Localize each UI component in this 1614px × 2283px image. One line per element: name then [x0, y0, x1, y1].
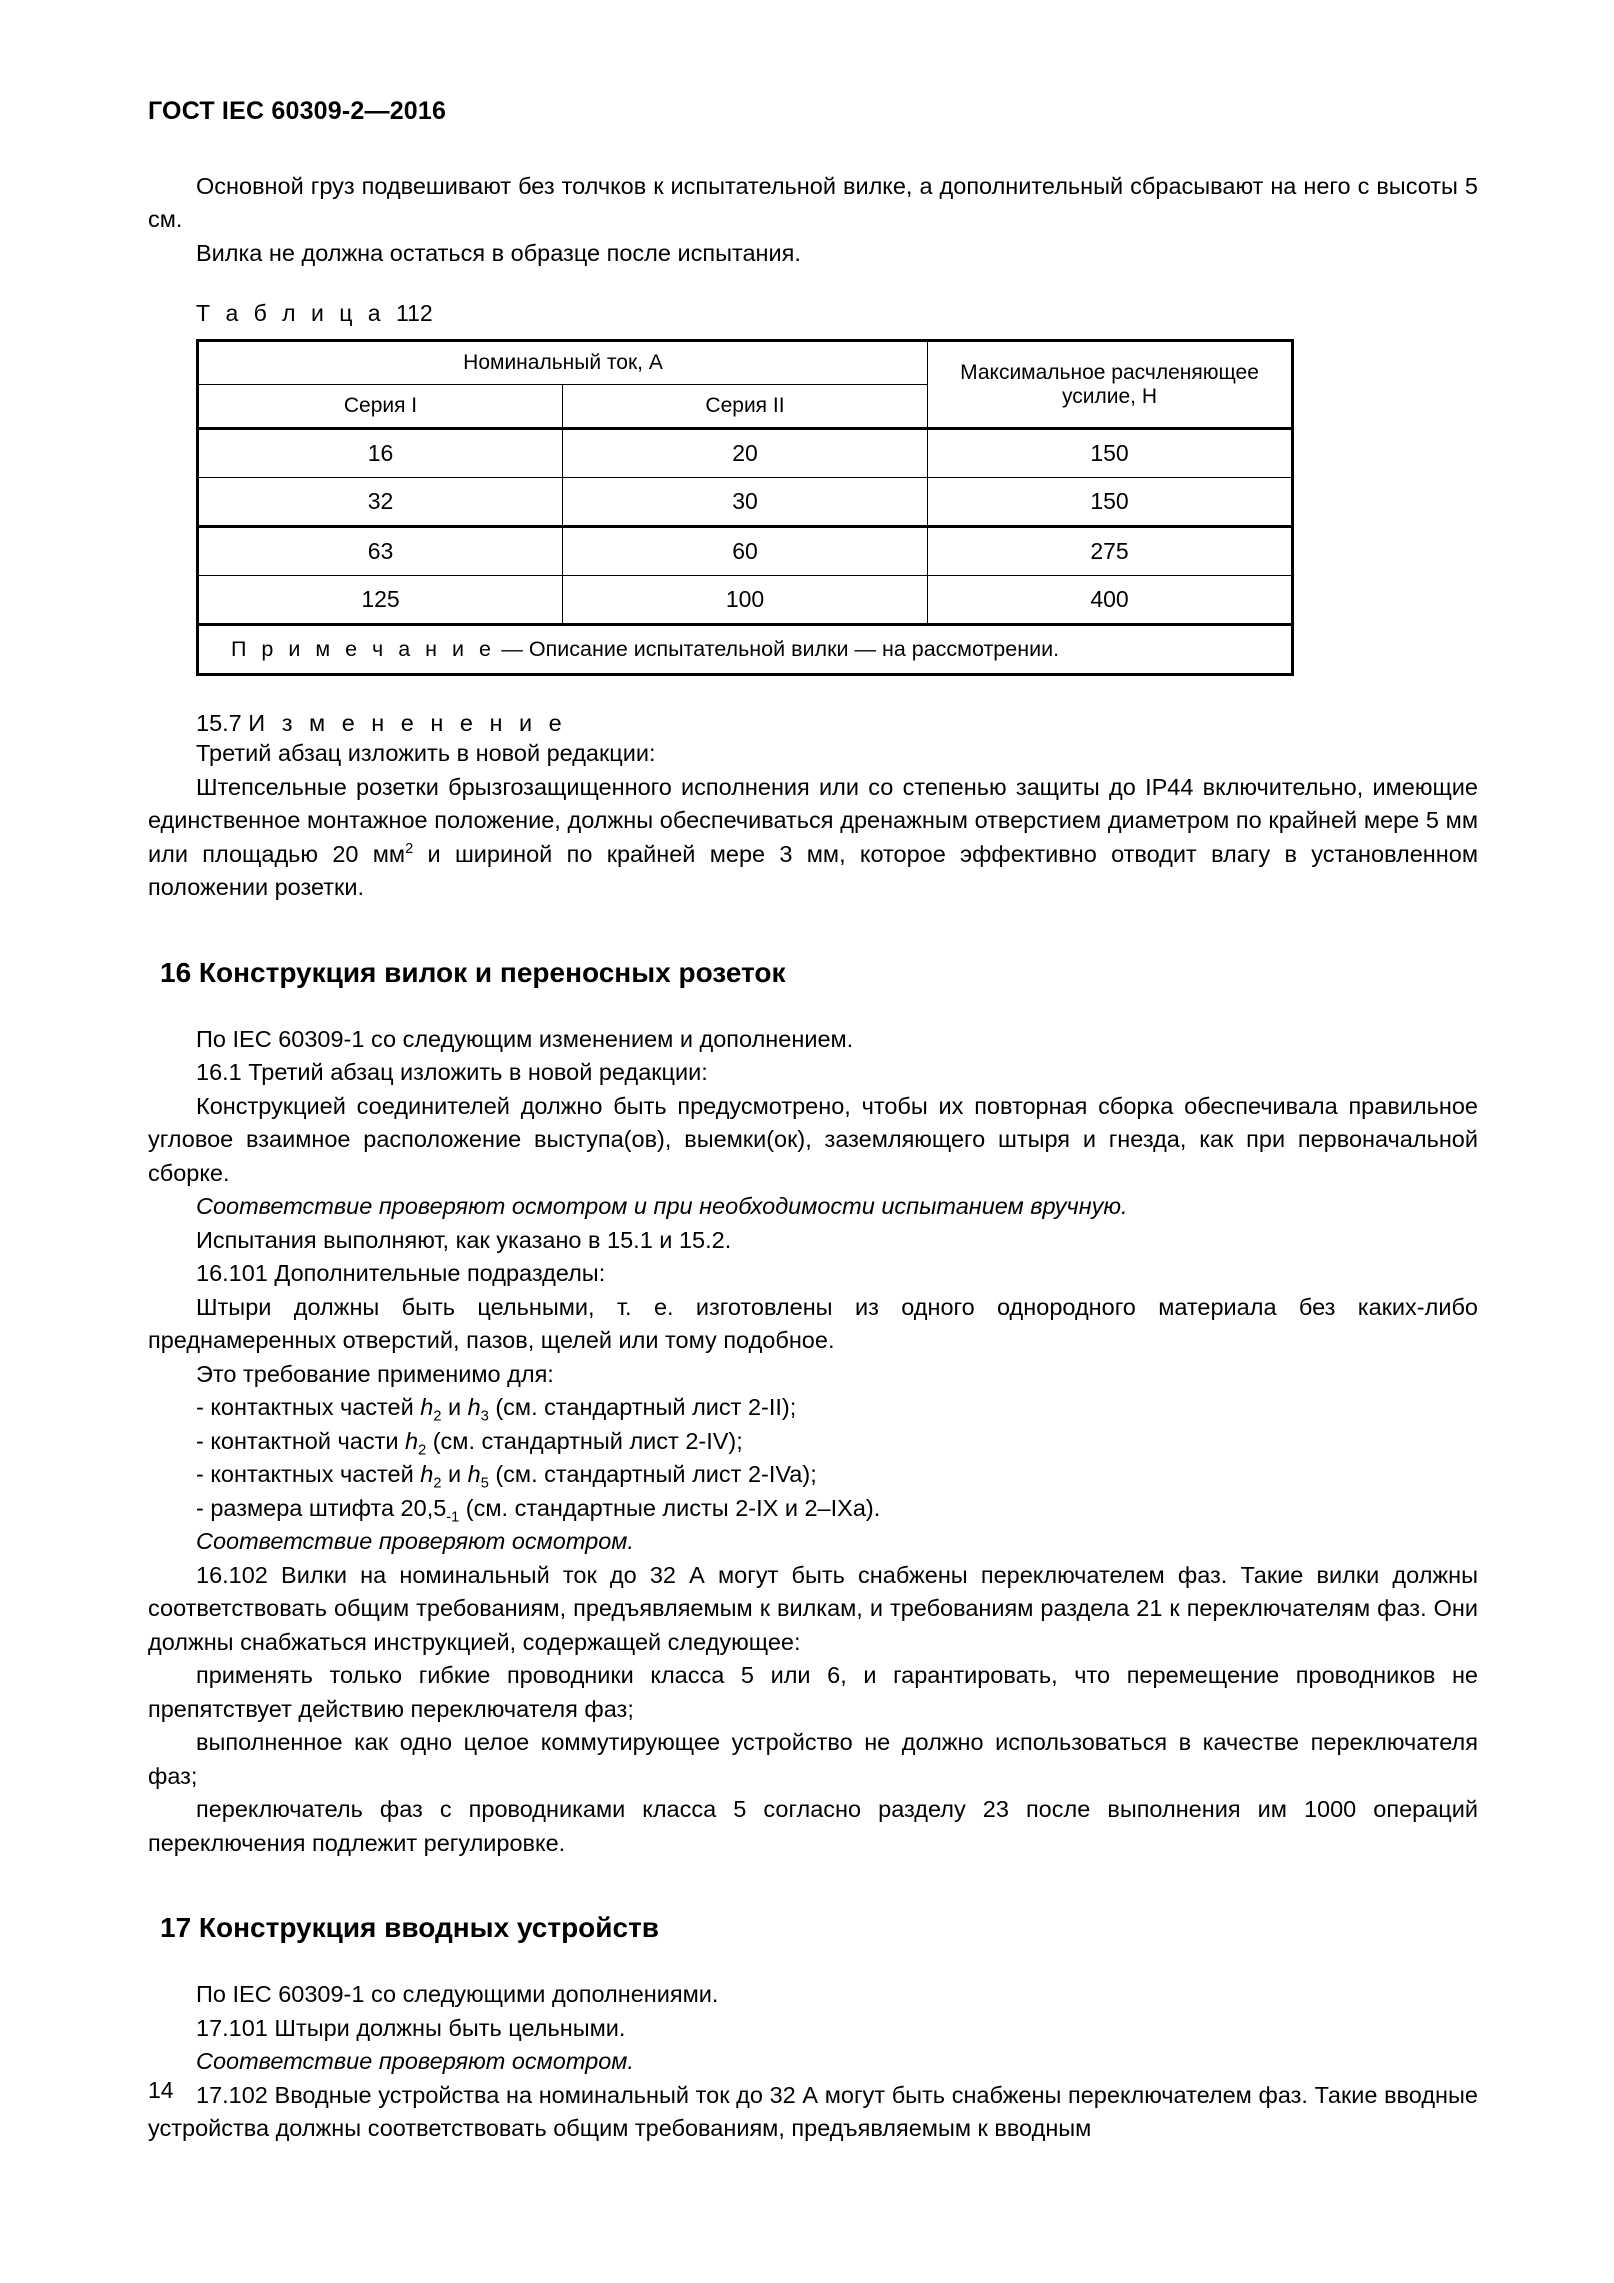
cell-series-1: 32 [198, 478, 563, 527]
clause-16-101-paragraph: Штыри должны быть цельными, т. е. изготовлены из одного однородного материала без каких-либо преднамеренных отверстий, пазов, щелей или тому подобное. [148, 1293, 1478, 1354]
clause-16-102-item-2: выполненное как одно целое коммутирующее устройство не должно использоваться в качестве переключателя фаз; [148, 1729, 1478, 1789]
dimension-tolerance-subscript: -1 [446, 1509, 460, 1526]
table-row [198, 429, 1293, 478]
list-item-mid: и [441, 1394, 468, 1421]
cell-series-2: 60 [563, 527, 928, 576]
list-item [148, 1458, 1478, 1492]
square-superscript: 2 [405, 840, 414, 857]
intro-paragraph-2: Вилка не должна остаться в образце после испытания. [196, 239, 801, 266]
list-item-post: (см. стандартный лист 2-IV); [426, 1427, 743, 1454]
clause-16-102-item-3: переключатель фаз с проводниками класса 5 согласно разделу 23 после выполнения им 1000 операций переключения подлежит регулировке. [148, 1796, 1478, 1856]
section-16-paragraph-3: Конструкцией соединителей должно быть предусмотрено, чтобы их повторная сборка обеспечивала правильное угловое взаимное расположение выступа(ов), выемки(ок), заземляющего штыря и гнезда, как при первоначальной сборке. [148, 1092, 1478, 1186]
table-caption-number: 112 [395, 300, 433, 326]
variable-h: h [467, 1394, 481, 1421]
cell-series-2: 20 [563, 429, 928, 478]
clause-15-7-title: И з м е н е н е н и е [248, 710, 567, 736]
section-17-conformity-note: Соответствие проверяют осмотром. [196, 2048, 634, 2075]
table-caption [196, 300, 1478, 327]
variable-subscript: 5 [480, 1475, 489, 1492]
variable-h: h [467, 1461, 481, 1488]
table-note [198, 625, 1293, 675]
clause-16-102-paragraph: 16.102 Вилки на номинальный ток до 32 А могут быть снабжены переключателем фаз. Такие вилки должны соответствовать общим требованиям, предъявляемым к вилкам, и требованиям раздела 21 к переключателям фаз. Они должны снабжаться инструкцией, содержащей следующее: [148, 1561, 1478, 1655]
variable-h: h [420, 1461, 434, 1488]
page-number: 14 [148, 2077, 174, 2103]
section-16-conformity-note-2: Соответствие проверяют осмотром. [196, 1528, 634, 1555]
variable-h: h [420, 1394, 434, 1421]
clause-15-7-paragraph-2-b: и шириной по крайней мере 3 мм, которое эффективно отводит влагу в установленном положении розетки. [148, 840, 1478, 900]
cell-series-2: 30 [563, 478, 928, 527]
list-item-pre: - контактных частей [196, 1394, 421, 1421]
table-row [198, 576, 1293, 625]
section-16-paragraph-1: По IEC 60309-1 со следующим изменением и дополнением. [196, 1025, 854, 1052]
list-item-post: (см. стандартные листы 2-IX и 2–IXa). [459, 1494, 881, 1521]
running-header: ГОСТ IEC 60309-2—2016 [148, 97, 447, 125]
list-item-mid: и [441, 1461, 468, 1488]
cell-series-1: 125 [198, 576, 563, 625]
list-item [148, 1492, 1478, 1526]
cell-series-2: 100 [563, 576, 928, 625]
variable-subscript: 3 [480, 1408, 489, 1425]
page-content [148, 98, 1478, 2146]
clause-16-102-item-1: применять только гибкие проводники класса 5 или 6, и гарантировать, что перемещение проводников не препятствует действию переключателя фаз; [148, 1662, 1478, 1722]
table-note-row [198, 625, 1293, 675]
list-item-pre: - контактных частей [196, 1461, 421, 1488]
list-item-post: (см. стандартный лист 2-II); [488, 1394, 797, 1421]
table-header-force: Максимальное расчленяющее усилие, Н [928, 341, 1293, 429]
clause-16-101-intro: Это требование применимо для: [196, 1360, 554, 1387]
clause-15-7-paragraph-2 [148, 771, 1478, 905]
cell-series-1: 63 [198, 527, 563, 576]
section-17-heading: 17 Конструкция вводных устройств [160, 1912, 659, 1944]
list-item-post: (см. стандартный лист 2-IVa); [488, 1461, 817, 1488]
list-item-pre: - размера штифта 20,5 [196, 1494, 447, 1521]
table-caption-label: Т а б л и ц а [196, 300, 386, 326]
section-16-paragraph-2: 16.1 Третий абзац изложить в новой редакции: [196, 1059, 708, 1086]
section-16-heading: 16 Конструкция вилок и переносных розеток [160, 956, 786, 988]
clause-15-7-paragraph-2-a: Штепсельные розетки брызгозащищенного исполнения или со степенью защиты до IP44 включительно, имеющие единственное монтажное положение, должны обеспечиваться дренажным отверстием диаметром по крайней мере 5 мм или площадью 20 мм [148, 773, 1478, 867]
clause-15-7-number: 15.7 [196, 710, 242, 736]
clause-15-7-heading [148, 710, 1478, 737]
intro-paragraph-1: Основной груз подвешивают без толчков к испытательной вилке, а дополнительный сбрасывают на него с высоты 5 см. [148, 172, 1478, 232]
variable-subscript: 2 [418, 1442, 427, 1459]
table-row [198, 478, 1293, 527]
table-row [198, 527, 1293, 576]
variable-h: h [405, 1427, 419, 1454]
variable-subscript: 2 [433, 1408, 442, 1425]
table-note-label: П р и м е ч а н и е [231, 637, 496, 661]
table-note-text: — Описание испытательной вилки — на рассмотрении. [495, 637, 1060, 661]
cell-series-1: 16 [198, 429, 563, 478]
cell-force: 275 [928, 527, 1293, 576]
list-item [148, 1425, 1478, 1459]
cell-force: 400 [928, 576, 1293, 625]
clause-15-7-paragraph-1: Третий абзац изложить в новой редакции: [196, 740, 656, 766]
clause-17-101-paragraph: 17.101 Штыри должны быть цельными. [196, 2014, 626, 2041]
table-header-series-1: Серия I [198, 385, 563, 429]
section-16-paragraph-5: Испытания выполняют, как указано в 15.1 и 15.2. [196, 1226, 732, 1253]
variable-subscript: 2 [433, 1475, 442, 1492]
clause-17-102-paragraph: 17.102 Вводные устройства на номинальный ток до 32 А могут быть снабжены переключателем фаз. Такие вводные устройства должны соответствовать общим требованиям, предъявляемым к вводным [148, 2081, 1478, 2142]
table-header-series-2: Серия II [563, 385, 928, 429]
section-17-paragraph-1: По IEC 60309-1 со следующими дополнениями. [196, 1981, 719, 2008]
section-16-conformity-note-1: Соответствие проверяют осмотром и при необходимости испытанием вручную. [196, 1193, 1128, 1220]
list-item [148, 1391, 1478, 1425]
clause-16-101-heading: 16.101 Дополнительные подразделы: [196, 1260, 606, 1287]
cell-force: 150 [928, 478, 1293, 527]
list-item-pre: - контактной части [196, 1427, 406, 1454]
table-header-row-1 [198, 341, 1293, 385]
table-header-current-group: Номинальный ток, А [198, 341, 928, 385]
table-112 [196, 339, 1294, 676]
cell-force: 150 [928, 429, 1293, 478]
